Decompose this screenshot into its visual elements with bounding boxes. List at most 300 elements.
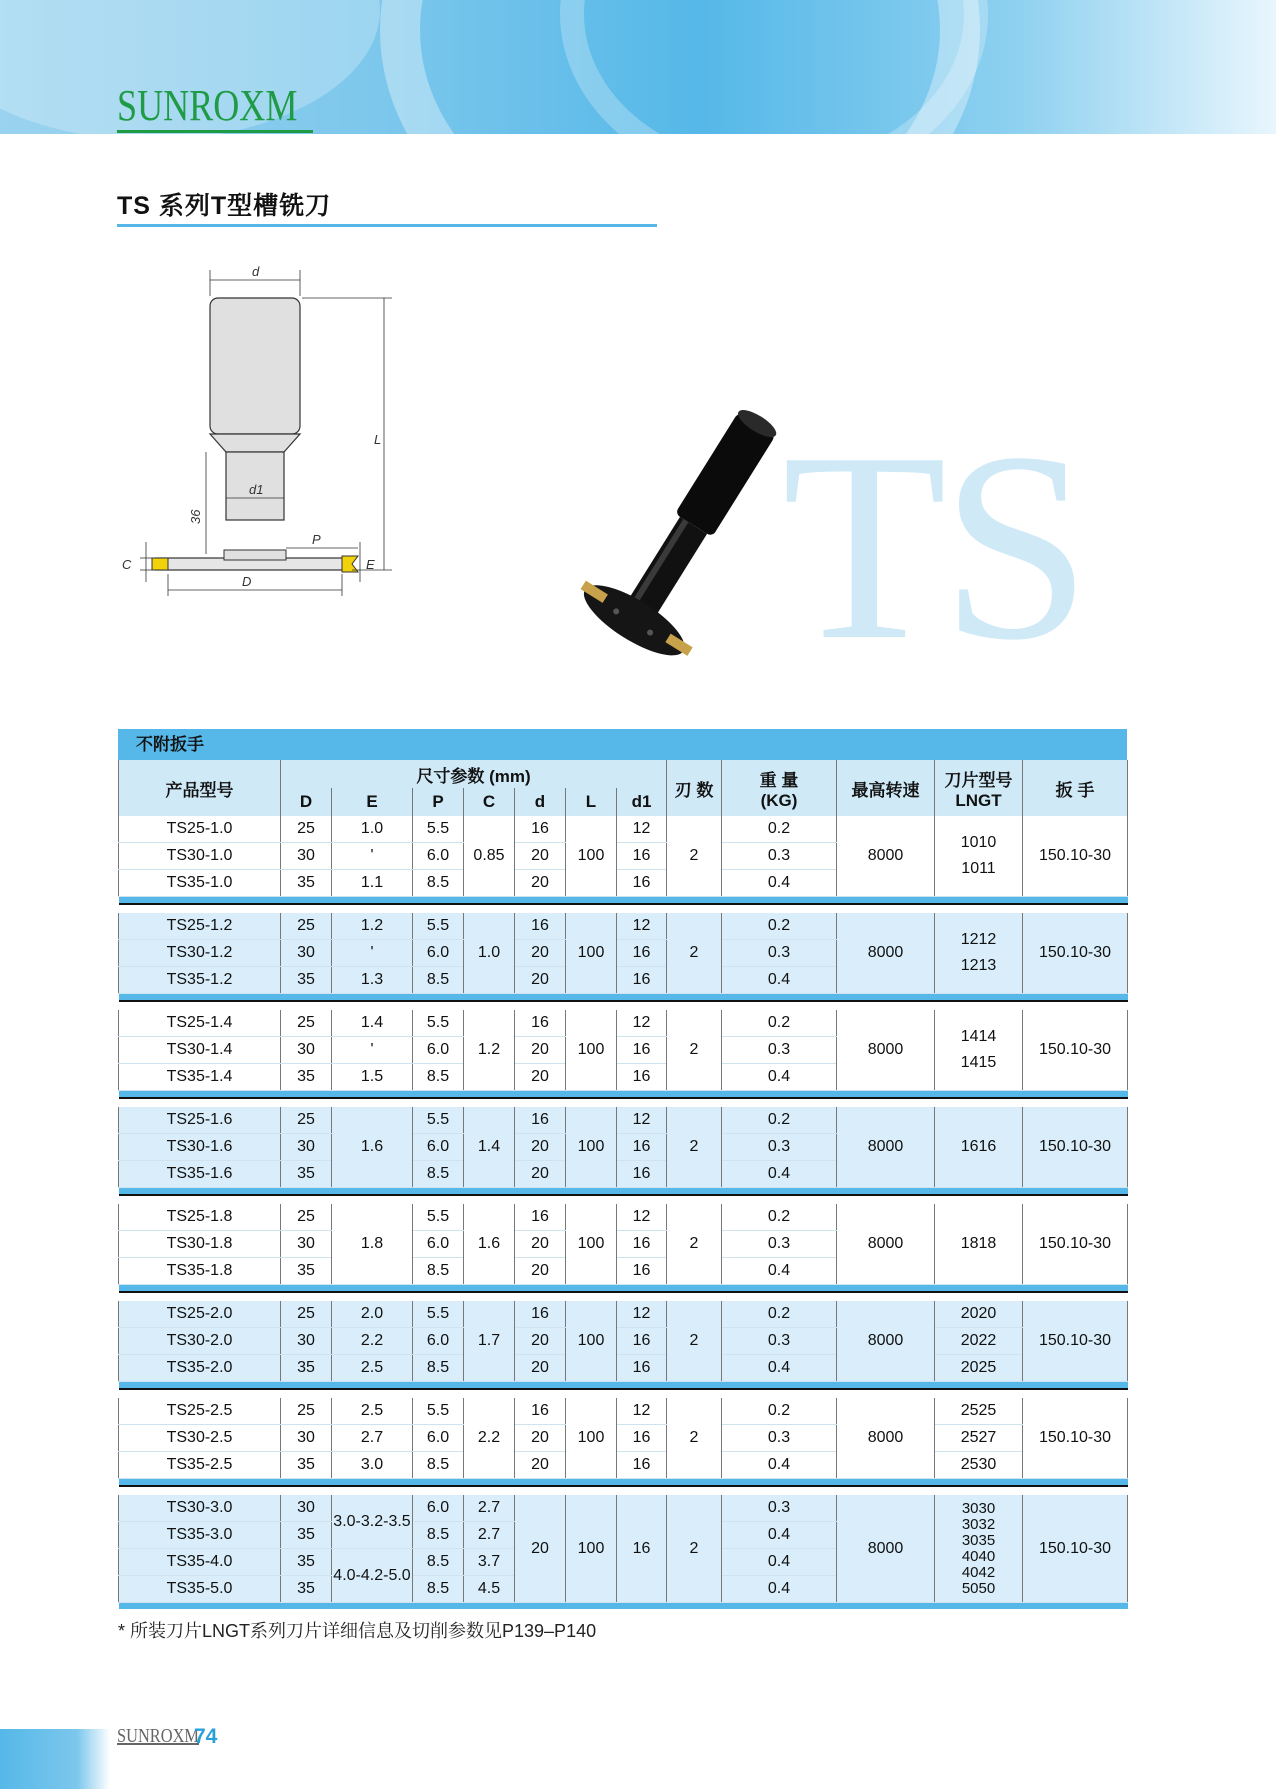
rpm-cell: 8000 bbox=[837, 1301, 935, 1382]
model-cell: TS35-2.0 bbox=[119, 1355, 281, 1382]
d-cell: 20 bbox=[515, 1328, 566, 1355]
P-cell: 8.5 bbox=[413, 1576, 464, 1603]
D-cell: 25 bbox=[281, 913, 332, 940]
group-gap bbox=[119, 904, 1128, 913]
E-cell: 1.4 bbox=[332, 1010, 413, 1037]
weight-cell: 0.3 bbox=[722, 1134, 837, 1161]
separator-band bbox=[119, 1091, 1128, 1099]
weight-cell: 0.4 bbox=[722, 1576, 837, 1603]
P-cell: 5.5 bbox=[413, 1398, 464, 1425]
group-separator bbox=[119, 897, 1128, 905]
model-cell: TS25-1.0 bbox=[119, 816, 281, 843]
insert-code: 1616 bbox=[960, 1138, 997, 1155]
model-cell: TS30-1.6 bbox=[119, 1134, 281, 1161]
D-cell: 35 bbox=[281, 1452, 332, 1479]
D-cell: 30 bbox=[281, 1231, 332, 1258]
model-cell: TS25-1.6 bbox=[119, 1107, 281, 1134]
D-cell: 35 bbox=[281, 1355, 332, 1382]
L-cell: 100 bbox=[566, 1107, 617, 1188]
teeth-cell: 2 bbox=[667, 1204, 722, 1285]
P-cell: 5.5 bbox=[413, 816, 464, 843]
d-cell: 16 bbox=[515, 1398, 566, 1425]
C-cell: 2.7 bbox=[464, 1495, 515, 1522]
weight-cell: 0.4 bbox=[722, 967, 837, 994]
insert-code: 1212 bbox=[960, 931, 997, 948]
L-cell: 100 bbox=[566, 1204, 617, 1285]
P-cell: 5.5 bbox=[413, 1301, 464, 1328]
rpm-cell: 8000 bbox=[837, 1204, 935, 1285]
dimension-diagram bbox=[112, 262, 412, 602]
group-gap bbox=[119, 1292, 1128, 1301]
model-cell: TS30-1.2 bbox=[119, 940, 281, 967]
model-cell: TS30-2.5 bbox=[119, 1425, 281, 1452]
wrench-cell: 150.10-30 bbox=[1023, 1301, 1128, 1382]
gap-band bbox=[119, 1292, 1128, 1301]
teeth-cell: 2 bbox=[667, 1010, 722, 1091]
d1-cell: 16 bbox=[617, 1258, 667, 1285]
P-cell: 8.5 bbox=[413, 1064, 464, 1091]
C-cell: 2.2 bbox=[464, 1398, 515, 1479]
d1-cell: 16 bbox=[617, 1064, 667, 1091]
L-cell: 100 bbox=[566, 1301, 617, 1382]
d1-cell: 16 bbox=[617, 870, 667, 897]
d1-cell: 16 bbox=[617, 1452, 667, 1479]
d1-cell: 16 bbox=[617, 843, 667, 870]
insert-code: 4042 bbox=[961, 1563, 996, 1581]
group-separator bbox=[119, 1479, 1128, 1487]
P-cell: 6.0 bbox=[413, 1037, 464, 1064]
header-weight-label: 重 量 bbox=[759, 770, 799, 790]
E-cell: 2.5 bbox=[332, 1398, 413, 1425]
C-cell: 1.2 bbox=[464, 1010, 515, 1091]
group-gap bbox=[119, 1098, 1128, 1107]
d-cell: 16 bbox=[515, 816, 566, 843]
table-row bbox=[119, 1204, 1128, 1231]
E-cell: 1.5 bbox=[332, 1064, 413, 1091]
d1-cell: 16 bbox=[617, 1134, 667, 1161]
table-row bbox=[119, 1495, 1128, 1522]
model-cell: TS30-3.0 bbox=[119, 1495, 281, 1522]
gap-band bbox=[119, 904, 1128, 913]
gap-band bbox=[119, 1195, 1128, 1204]
P-cell: 8.5 bbox=[413, 967, 464, 994]
P-cell: 8.5 bbox=[413, 1522, 464, 1549]
gap-band bbox=[119, 1389, 1128, 1398]
gap-band bbox=[119, 1486, 1128, 1495]
D-cell: 35 bbox=[281, 967, 332, 994]
P-cell: 6.0 bbox=[413, 1425, 464, 1452]
weight-cell: 0.3 bbox=[722, 843, 837, 870]
label-36: 36 bbox=[188, 509, 203, 524]
header-d: d bbox=[515, 788, 566, 816]
D-cell: 35 bbox=[281, 1576, 332, 1603]
insert-cell bbox=[935, 1204, 1023, 1285]
table-row bbox=[119, 816, 1128, 843]
L-cell: 100 bbox=[566, 913, 617, 994]
weight-cell: 0.3 bbox=[722, 1328, 837, 1355]
weight-cell: 0.2 bbox=[722, 1398, 837, 1425]
separator-band bbox=[119, 1479, 1128, 1487]
d1-cell: 16 bbox=[617, 967, 667, 994]
d-cell: 20 bbox=[515, 1355, 566, 1382]
table-row bbox=[119, 1010, 1128, 1037]
E-cell: 4.0-4.2-5.0 bbox=[332, 1549, 413, 1603]
model-cell: TS35-2.5 bbox=[119, 1452, 281, 1479]
d-cell: 20 bbox=[515, 1037, 566, 1064]
weight-cell: 0.2 bbox=[722, 1301, 837, 1328]
insert-cell bbox=[935, 1495, 1023, 1603]
header-weight bbox=[722, 760, 837, 816]
footer-brand: SUNROXM bbox=[117, 1725, 200, 1747]
insert-code: 1415 bbox=[960, 1054, 997, 1071]
table-row bbox=[119, 1355, 1128, 1382]
header-teeth: 刃 数 bbox=[667, 760, 722, 816]
L-cell: 100 bbox=[566, 1495, 617, 1603]
D-cell: 25 bbox=[281, 1107, 332, 1134]
weight-cell: 0.2 bbox=[722, 1010, 837, 1037]
d-cell: 20 bbox=[515, 1161, 566, 1188]
rpm-cell: 8000 bbox=[837, 1010, 935, 1091]
D-cell: 30 bbox=[281, 1134, 332, 1161]
d-cell: 16 bbox=[515, 1010, 566, 1037]
P-cell: 6.0 bbox=[413, 1328, 464, 1355]
E-cell: ' bbox=[332, 843, 413, 870]
insert-cell: 2025 bbox=[935, 1355, 1023, 1382]
separator-band bbox=[119, 1603, 1128, 1610]
D-cell: 30 bbox=[281, 1037, 332, 1064]
d1-cell: 12 bbox=[617, 1398, 667, 1425]
d1-cell: 16 bbox=[617, 1425, 667, 1452]
table-row bbox=[119, 1452, 1128, 1479]
brand-logo: SUNROXM bbox=[117, 81, 298, 130]
D-cell: 35 bbox=[281, 870, 332, 897]
weight-cell: 0.4 bbox=[722, 1258, 837, 1285]
E-cell: 2.7 bbox=[332, 1425, 413, 1452]
d1-cell: 12 bbox=[617, 816, 667, 843]
d-cell: 16 bbox=[515, 1301, 566, 1328]
E-cell: 2.2 bbox=[332, 1328, 413, 1355]
model-cell: TS25-1.4 bbox=[119, 1010, 281, 1037]
footnote: * 所装刀片LNGT系列刀片详细信息及切削参数见P139–P140 bbox=[118, 1621, 597, 1641]
weight-cell: 0.3 bbox=[722, 1037, 837, 1064]
header-insert-sub: LNGT bbox=[955, 790, 1002, 810]
weight-cell: 0.4 bbox=[722, 870, 837, 897]
L-cell: 100 bbox=[566, 1010, 617, 1091]
header-insert-label: 刀片型号 bbox=[944, 770, 1013, 790]
P-cell: 8.5 bbox=[413, 1161, 464, 1188]
table-row bbox=[119, 1425, 1128, 1452]
insert-code: 1414 bbox=[960, 1028, 997, 1045]
table-row bbox=[119, 1398, 1128, 1425]
E-cell: 3.0 bbox=[332, 1452, 413, 1479]
footer-corner bbox=[0, 1729, 110, 1789]
D-cell: 25 bbox=[281, 1398, 332, 1425]
d1-cell: 16 bbox=[617, 1328, 667, 1355]
d1-cell: 16 bbox=[617, 940, 667, 967]
separator-band bbox=[119, 1285, 1128, 1293]
insert-code: 1011 bbox=[961, 860, 996, 877]
insert-code: 1010 bbox=[960, 834, 997, 851]
P-cell: 8.5 bbox=[413, 1355, 464, 1382]
wrench-cell: 150.10-30 bbox=[1023, 1398, 1128, 1479]
insert-cell: 2527 bbox=[935, 1425, 1023, 1452]
E-cell: 1.3 bbox=[332, 967, 413, 994]
d-cell: 16 bbox=[515, 1107, 566, 1134]
C-cell: 4.5 bbox=[464, 1576, 515, 1603]
C-cell: 1.4 bbox=[464, 1107, 515, 1188]
model-cell: TS35-1.2 bbox=[119, 967, 281, 994]
tool-photo bbox=[555, 410, 795, 700]
P-cell: 8.5 bbox=[413, 1258, 464, 1285]
label-d1: d1 bbox=[249, 482, 264, 497]
separator-band bbox=[119, 1382, 1128, 1390]
d1-cell: 16 bbox=[617, 1495, 667, 1603]
D-cell: 30 bbox=[281, 1328, 332, 1355]
D-cell: 30 bbox=[281, 1425, 332, 1452]
page-number: 74 bbox=[194, 1725, 218, 1748]
d-cell: 20 bbox=[515, 967, 566, 994]
insert-code: 1818 bbox=[960, 1235, 997, 1252]
d-cell: 20 bbox=[515, 1452, 566, 1479]
D-cell: 30 bbox=[281, 1495, 332, 1522]
title-rule bbox=[117, 224, 657, 227]
section-label: 不附扳手 bbox=[118, 729, 1127, 760]
D-cell: 35 bbox=[281, 1064, 332, 1091]
group-separator bbox=[119, 1188, 1128, 1196]
weight-cell: 0.2 bbox=[722, 816, 837, 843]
d1-cell: 16 bbox=[617, 1231, 667, 1258]
D-cell: 30 bbox=[281, 940, 332, 967]
wrench-cell: 150.10-30 bbox=[1023, 816, 1128, 897]
label-C: C bbox=[122, 557, 132, 572]
C-cell: 3.7 bbox=[464, 1549, 515, 1576]
d-cell: 20 bbox=[515, 1064, 566, 1091]
teeth-cell: 2 bbox=[667, 1495, 722, 1603]
label-E: E bbox=[366, 557, 375, 572]
model-cell: TS30-2.0 bbox=[119, 1328, 281, 1355]
d-cell: 16 bbox=[515, 913, 566, 940]
table-row bbox=[119, 1301, 1128, 1328]
ts-watermark: TS bbox=[782, 397, 1086, 696]
model-cell: TS35-5.0 bbox=[119, 1576, 281, 1603]
P-cell: 5.5 bbox=[413, 913, 464, 940]
D-cell: 30 bbox=[281, 843, 332, 870]
header-L: L bbox=[566, 788, 617, 816]
P-cell: 6.0 bbox=[413, 1231, 464, 1258]
model-cell: TS25-2.0 bbox=[119, 1301, 281, 1328]
insert-code: 3032 bbox=[961, 1515, 996, 1533]
table-row bbox=[119, 1328, 1128, 1355]
insert-cell bbox=[935, 1010, 1023, 1091]
E-cell: 1.6 bbox=[332, 1107, 413, 1188]
model-cell: TS35-1.4 bbox=[119, 1064, 281, 1091]
L-cell: 100 bbox=[566, 816, 617, 897]
gap-band bbox=[119, 1098, 1128, 1107]
weight-cell: 0.3 bbox=[722, 1231, 837, 1258]
D-cell: 35 bbox=[281, 1258, 332, 1285]
group-separator bbox=[119, 1603, 1128, 1610]
wrench-cell: 150.10-30 bbox=[1023, 913, 1128, 994]
E-cell: 1.2 bbox=[332, 913, 413, 940]
E-cell: 3.0-3.2-3.5 bbox=[332, 1495, 413, 1549]
D-cell: 35 bbox=[281, 1549, 332, 1576]
d-cell: 20 bbox=[515, 1231, 566, 1258]
d-cell: 20 bbox=[515, 870, 566, 897]
teeth-cell: 2 bbox=[667, 1301, 722, 1382]
D-cell: 25 bbox=[281, 1204, 332, 1231]
d-cell: 20 bbox=[515, 843, 566, 870]
teeth-cell: 2 bbox=[667, 1107, 722, 1188]
spec-table bbox=[118, 760, 1128, 1609]
model-cell: TS35-1.8 bbox=[119, 1258, 281, 1285]
insert-code: 3035 bbox=[961, 1531, 996, 1549]
d-cell: 20 bbox=[515, 1495, 566, 1603]
header-weight-unit: (KG) bbox=[760, 790, 798, 810]
insert-code: 1213 bbox=[960, 957, 997, 974]
weight-cell: 0.4 bbox=[722, 1452, 837, 1479]
d1-cell: 12 bbox=[617, 913, 667, 940]
group-separator bbox=[119, 994, 1128, 1002]
teeth-cell: 2 bbox=[667, 816, 722, 897]
header-dims: 尺寸参数 (mm) bbox=[281, 760, 667, 788]
P-cell: 5.5 bbox=[413, 1107, 464, 1134]
group-separator bbox=[119, 1091, 1128, 1099]
insert-code: 5050 bbox=[961, 1579, 996, 1597]
group-gap bbox=[119, 1195, 1128, 1204]
rpm-cell: 8000 bbox=[837, 816, 935, 897]
d1-cell: 12 bbox=[617, 1010, 667, 1037]
wrench-cell: 150.10-30 bbox=[1023, 1495, 1128, 1603]
rpm-cell: 8000 bbox=[837, 1495, 935, 1603]
C-cell: 1.0 bbox=[464, 913, 515, 994]
weight-cell: 0.4 bbox=[722, 1355, 837, 1382]
insert-cell bbox=[935, 913, 1023, 994]
insert-cell: 2530 bbox=[935, 1452, 1023, 1479]
insert-code: 3030 bbox=[961, 1499, 996, 1517]
E-cell: 1.1 bbox=[332, 870, 413, 897]
d1-cell: 12 bbox=[617, 1107, 667, 1134]
P-cell: 8.5 bbox=[413, 870, 464, 897]
separator-band bbox=[119, 994, 1128, 1002]
C-cell: 2.7 bbox=[464, 1522, 515, 1549]
group-separator bbox=[119, 1382, 1128, 1390]
header-d1: d1 bbox=[617, 788, 667, 816]
P-cell: 5.5 bbox=[413, 1204, 464, 1231]
insert-code: 4040 bbox=[961, 1547, 996, 1565]
weight-cell: 0.2 bbox=[722, 1107, 837, 1134]
wrench-cell: 150.10-30 bbox=[1023, 1010, 1128, 1091]
E-cell: 1.8 bbox=[332, 1204, 413, 1285]
L-cell: 100 bbox=[566, 1398, 617, 1479]
header-D: D bbox=[281, 788, 332, 816]
separator-band bbox=[119, 1188, 1128, 1196]
P-cell: 6.0 bbox=[413, 940, 464, 967]
teeth-cell: 2 bbox=[667, 1398, 722, 1479]
logo-underline bbox=[117, 130, 313, 133]
header-insert bbox=[935, 760, 1023, 816]
insert-cell: 2022 bbox=[935, 1328, 1023, 1355]
d1-cell: 12 bbox=[617, 1301, 667, 1328]
C-cell: 1.6 bbox=[464, 1204, 515, 1285]
model-cell: TS25-1.8 bbox=[119, 1204, 281, 1231]
D-cell: 35 bbox=[281, 1161, 332, 1188]
model-cell: TS30-1.8 bbox=[119, 1231, 281, 1258]
weight-cell: 0.3 bbox=[722, 1425, 837, 1452]
C-cell: 1.7 bbox=[464, 1301, 515, 1382]
d-cell: 16 bbox=[515, 1204, 566, 1231]
P-cell: 8.5 bbox=[413, 1452, 464, 1479]
weight-cell: 0.4 bbox=[722, 1522, 837, 1549]
P-cell: 6.0 bbox=[413, 1134, 464, 1161]
spec-table-section bbox=[118, 729, 1127, 1609]
header-wrench: 扳 手 bbox=[1023, 760, 1128, 816]
model-cell: TS35-1.0 bbox=[119, 870, 281, 897]
d-cell: 20 bbox=[515, 1134, 566, 1161]
d1-cell: 16 bbox=[617, 1037, 667, 1064]
P-cell: 6.0 bbox=[413, 1495, 464, 1522]
group-gap bbox=[119, 1486, 1128, 1495]
P-cell: 5.5 bbox=[413, 1010, 464, 1037]
group-gap bbox=[119, 1389, 1128, 1398]
model-cell: TS35-1.6 bbox=[119, 1161, 281, 1188]
E-cell: 2.0 bbox=[332, 1301, 413, 1328]
header-P: P bbox=[413, 788, 464, 816]
wrench-cell: 150.10-30 bbox=[1023, 1204, 1128, 1285]
wrench-cell: 150.10-30 bbox=[1023, 1107, 1128, 1188]
label-L: L bbox=[374, 432, 382, 447]
model-cell: TS25-1.2 bbox=[119, 913, 281, 940]
model-cell: TS35-3.0 bbox=[119, 1522, 281, 1549]
insert-cell bbox=[935, 1107, 1023, 1188]
weight-cell: 0.2 bbox=[722, 913, 837, 940]
insert-cell: 2020 bbox=[935, 1301, 1023, 1328]
d-cell: 20 bbox=[515, 1258, 566, 1285]
D-cell: 25 bbox=[281, 1010, 332, 1037]
header-E: E bbox=[332, 788, 413, 816]
rpm-cell: 8000 bbox=[837, 913, 935, 994]
rpm-cell: 8000 bbox=[837, 1398, 935, 1479]
weight-cell: 0.3 bbox=[722, 940, 837, 967]
d1-cell: 16 bbox=[617, 1161, 667, 1188]
P-cell: 8.5 bbox=[413, 1549, 464, 1576]
model-cell: TS30-1.4 bbox=[119, 1037, 281, 1064]
rpm-cell: 8000 bbox=[837, 1107, 935, 1188]
header-C: C bbox=[464, 788, 515, 816]
d1-cell: 12 bbox=[617, 1204, 667, 1231]
separator-band bbox=[119, 897, 1128, 905]
page-title: TS 系列T型槽铣刀 bbox=[117, 192, 332, 220]
header-rpm: 最高转速 bbox=[837, 760, 935, 816]
weight-cell: 0.2 bbox=[722, 1204, 837, 1231]
E-cell: ' bbox=[332, 940, 413, 967]
weight-cell: 0.4 bbox=[722, 1161, 837, 1188]
table-row bbox=[119, 1107, 1128, 1134]
table-row bbox=[119, 913, 1128, 940]
group-separator bbox=[119, 1285, 1128, 1293]
weight-cell: 0.4 bbox=[722, 1549, 837, 1576]
insert-cell: 2525 bbox=[935, 1398, 1023, 1425]
gap-band bbox=[119, 1001, 1128, 1010]
E-cell: ' bbox=[332, 1037, 413, 1064]
weight-cell: 0.4 bbox=[722, 1064, 837, 1091]
D-cell: 35 bbox=[281, 1522, 332, 1549]
D-cell: 25 bbox=[281, 816, 332, 843]
model-cell: TS35-4.0 bbox=[119, 1549, 281, 1576]
model-cell: TS30-1.0 bbox=[119, 843, 281, 870]
label-P: P bbox=[312, 532, 321, 547]
label-D: D bbox=[242, 574, 252, 589]
d-cell: 20 bbox=[515, 1425, 566, 1452]
